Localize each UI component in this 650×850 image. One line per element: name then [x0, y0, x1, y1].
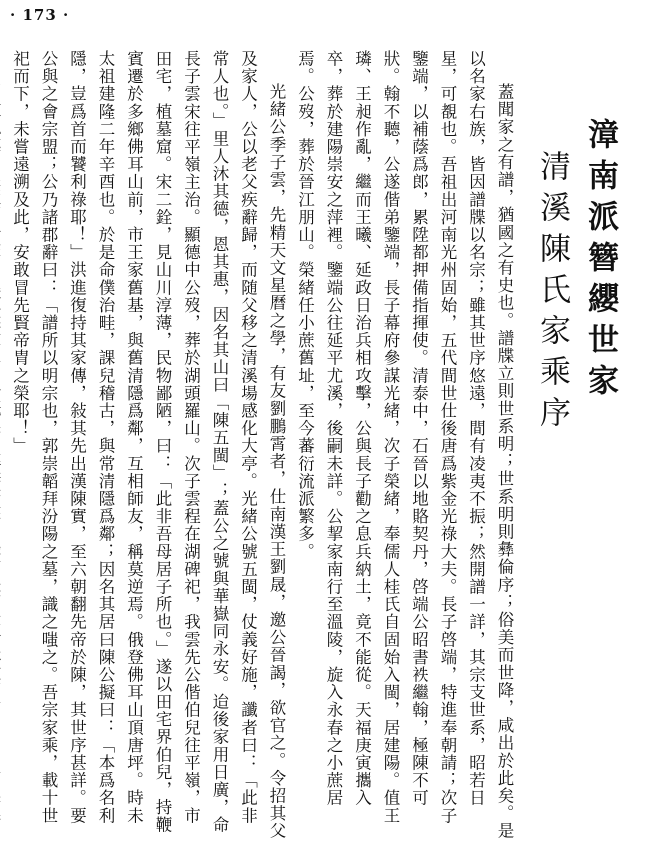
document-title: 漳南派簪纓世家 [582, 118, 618, 405]
body-text [8, 50, 518, 840]
paragraph: 蓋聞家之有譜，猶國之有史也。譜牒立則世系明；世系明則彝倫序；俗美而世降，咸出於此矣。是以名家右族，皆因譜牒以名宗；雖其世序悠遠，間有凌夷不振；然開譜一詳，其宗支世系，昭若日星，可覩也。吾祖出河南光州固始，五代間世仕後唐爲紫金光祿大夫。長子啓端，特進奉朝請；次子鑒端，以補蔭爲郎，累陞都押備指揮使。清泰中，石晉以地賂契丹，啓端公昭書袟繼翰，極陳不可狀。翰不聽，公遂偕弟鑒端，長子幕府參謀光緒，次子榮緒，奉儒人桂氏自固始入閩，居建陽。值王璘、王昶作亂，繼而王曦、延政日治兵相攻擊，公與長子勸之息兵納土，竟不能從。天福庚寅攜入卒，葬於建陽崇安之萍裡。鑒端公往延平尤溪，後嗣未詳。公挈家南行至溫陵，旋入永春之小蔗居焉。公歿，葬於晉江朋山。榮緒任小蔗舊址，至今蕃衍流派繁多。 [295, 50, 514, 840]
page-number: · 173 · [10, 6, 70, 24]
document-subtitle: 清溪陳氏家乘序 [534, 150, 570, 437]
paragraph [0, 50, 5, 840]
paragraph: 光緒公季子雲，先精天文星曆之學，有友劉鵬霄者，仕南漢王劉晟，邀公晉謁，欲官之。令招其父及家人，公以老父疾辭歸，而随父移之清溪場感化大亭。光緒公號五閩，仗義好施，讖者曰：「此非常人也。」里人沐其德，恩其惠，因名其山曰「陳五閩」；蓋公之號與華嶽同永安。迨後家用日廣，命長子雲宋往平嶺主治。顯德中公歿，葬於湖頭羅山。次子雲程在湖碑祀，我雲先公偕伯兒往平嶺，市田宅，植墓窟。宋二銓，見山川淳薄，民物鄙陋，曰：「此非吾母居子所也。」遂以田宅界伯兒，持鞭賓遷於多鄉佛耳山前，市王家舊基，與舊清隱爲鄰，互相師友，稱莫逆焉。俄登佛耳山頂唐坪。時未太祖建隆二年辛酉也。於是命僕治畦，課兒稽古，與常清隱爲鄰；因名其居曰陳公擬曰：「本爲名利隱，豈爲首而饕利祿耶！」洪進復持其家傳，敍其先出漢陳實，至六朝翻先帝於陳，其世序甚詳。要公與之會宗盟；公乃諸郡辭曰：「譜所以明宗也，郭崇韜拜汾陽之墓，識之嗤之。吾宗家乘，載十世祀而下，未嘗遠溯及此，安敢冒先賢帝胄之榮耶！」 [10, 50, 286, 840]
